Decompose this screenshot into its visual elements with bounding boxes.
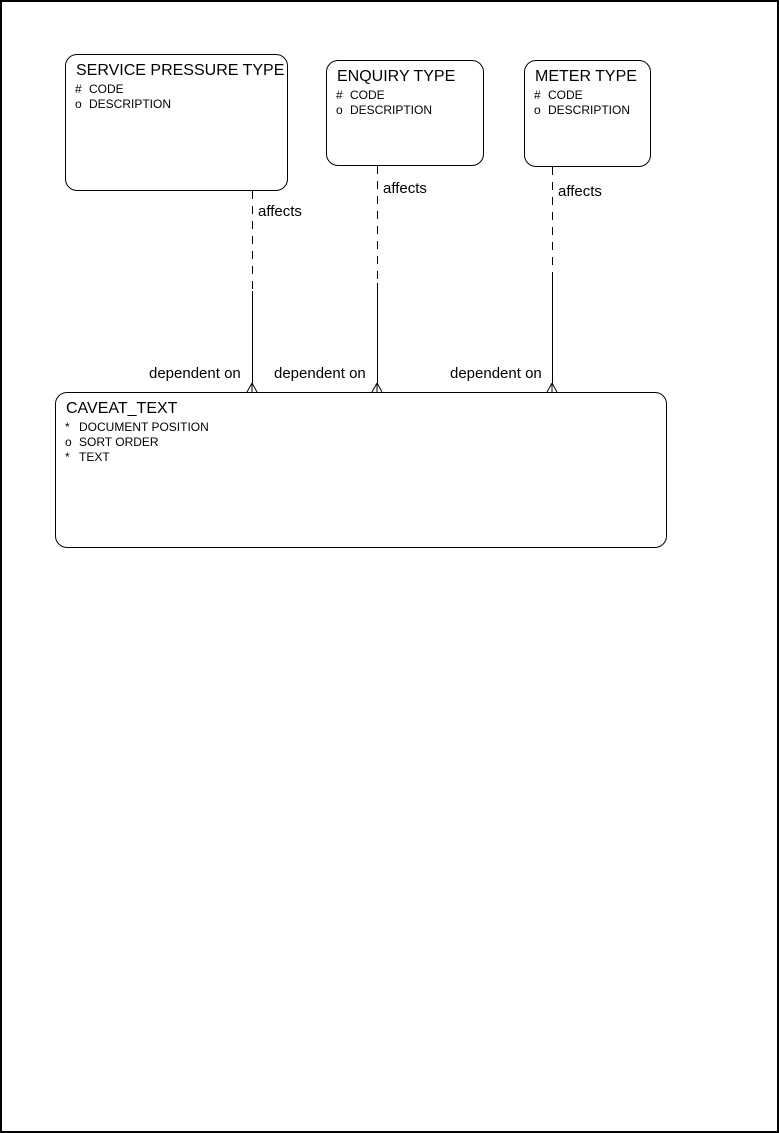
attribute-row	[56, 450, 666, 465]
attribute-marker: #	[75, 82, 82, 96]
attribute-row	[66, 97, 287, 112]
attribute-name: DESCRIPTION	[89, 97, 172, 111]
entity-meter-type	[524, 60, 651, 167]
entity-title: ENQUIRY TYPE	[337, 68, 456, 85]
relationship-label-affects: affects	[383, 180, 427, 197]
attribute-row	[525, 103, 650, 118]
attribute-name: CODE	[350, 88, 385, 102]
attribute-marker: #	[534, 88, 541, 102]
attribute-row	[56, 420, 666, 435]
relationship-label-affects: affects	[558, 183, 602, 200]
attribute-row	[327, 103, 483, 118]
attribute-marker: o	[65, 435, 72, 449]
attribute-row	[66, 82, 287, 97]
attribute-marker: *	[65, 450, 70, 464]
attribute-marker: o	[534, 103, 541, 117]
relationship-dashed-segment	[377, 166, 378, 283]
entity-service-pressure-type	[65, 54, 288, 191]
attribute-marker: *	[65, 420, 70, 434]
attribute-name: DOCUMENT POSITION	[79, 420, 209, 434]
relationship-dashed-segment	[552, 167, 553, 280]
attribute-name: DESCRIPTION	[350, 103, 433, 117]
relationship-label-dependent-on: dependent on	[450, 365, 542, 382]
crow-foot-icon	[546, 383, 558, 392]
attribute-name: CODE	[548, 88, 583, 102]
attribute-row	[525, 88, 650, 103]
relationship-dashed-segment	[252, 191, 253, 291]
relationship-solid-segment	[552, 280, 553, 383]
relationship-label-affects: affects	[258, 203, 302, 220]
entity-title: CAVEAT_TEXT	[66, 400, 178, 417]
entity-caveat-text	[55, 392, 667, 548]
attribute-row	[327, 88, 483, 103]
attribute-marker: #	[336, 88, 343, 102]
entity-title: SERVICE PRESSURE TYPE	[76, 62, 285, 79]
entity-title: METER TYPE	[535, 68, 637, 85]
attribute-name: CODE	[89, 82, 124, 96]
crow-foot-icon	[246, 383, 258, 392]
relationship-label-dependent-on: dependent on	[274, 365, 366, 382]
attribute-marker: o	[336, 103, 343, 117]
relationship-label-dependent-on: dependent on	[149, 365, 241, 382]
attribute-row	[56, 435, 666, 450]
entity-enquiry-type	[326, 60, 484, 166]
attribute-marker: o	[75, 97, 82, 111]
attribute-name: SORT ORDER	[79, 435, 159, 449]
relationship-solid-segment	[252, 291, 253, 383]
attribute-name: TEXT	[79, 450, 110, 464]
attribute-name: DESCRIPTION	[548, 103, 631, 117]
crow-foot-icon	[371, 383, 383, 392]
relationship-solid-segment	[377, 283, 378, 383]
